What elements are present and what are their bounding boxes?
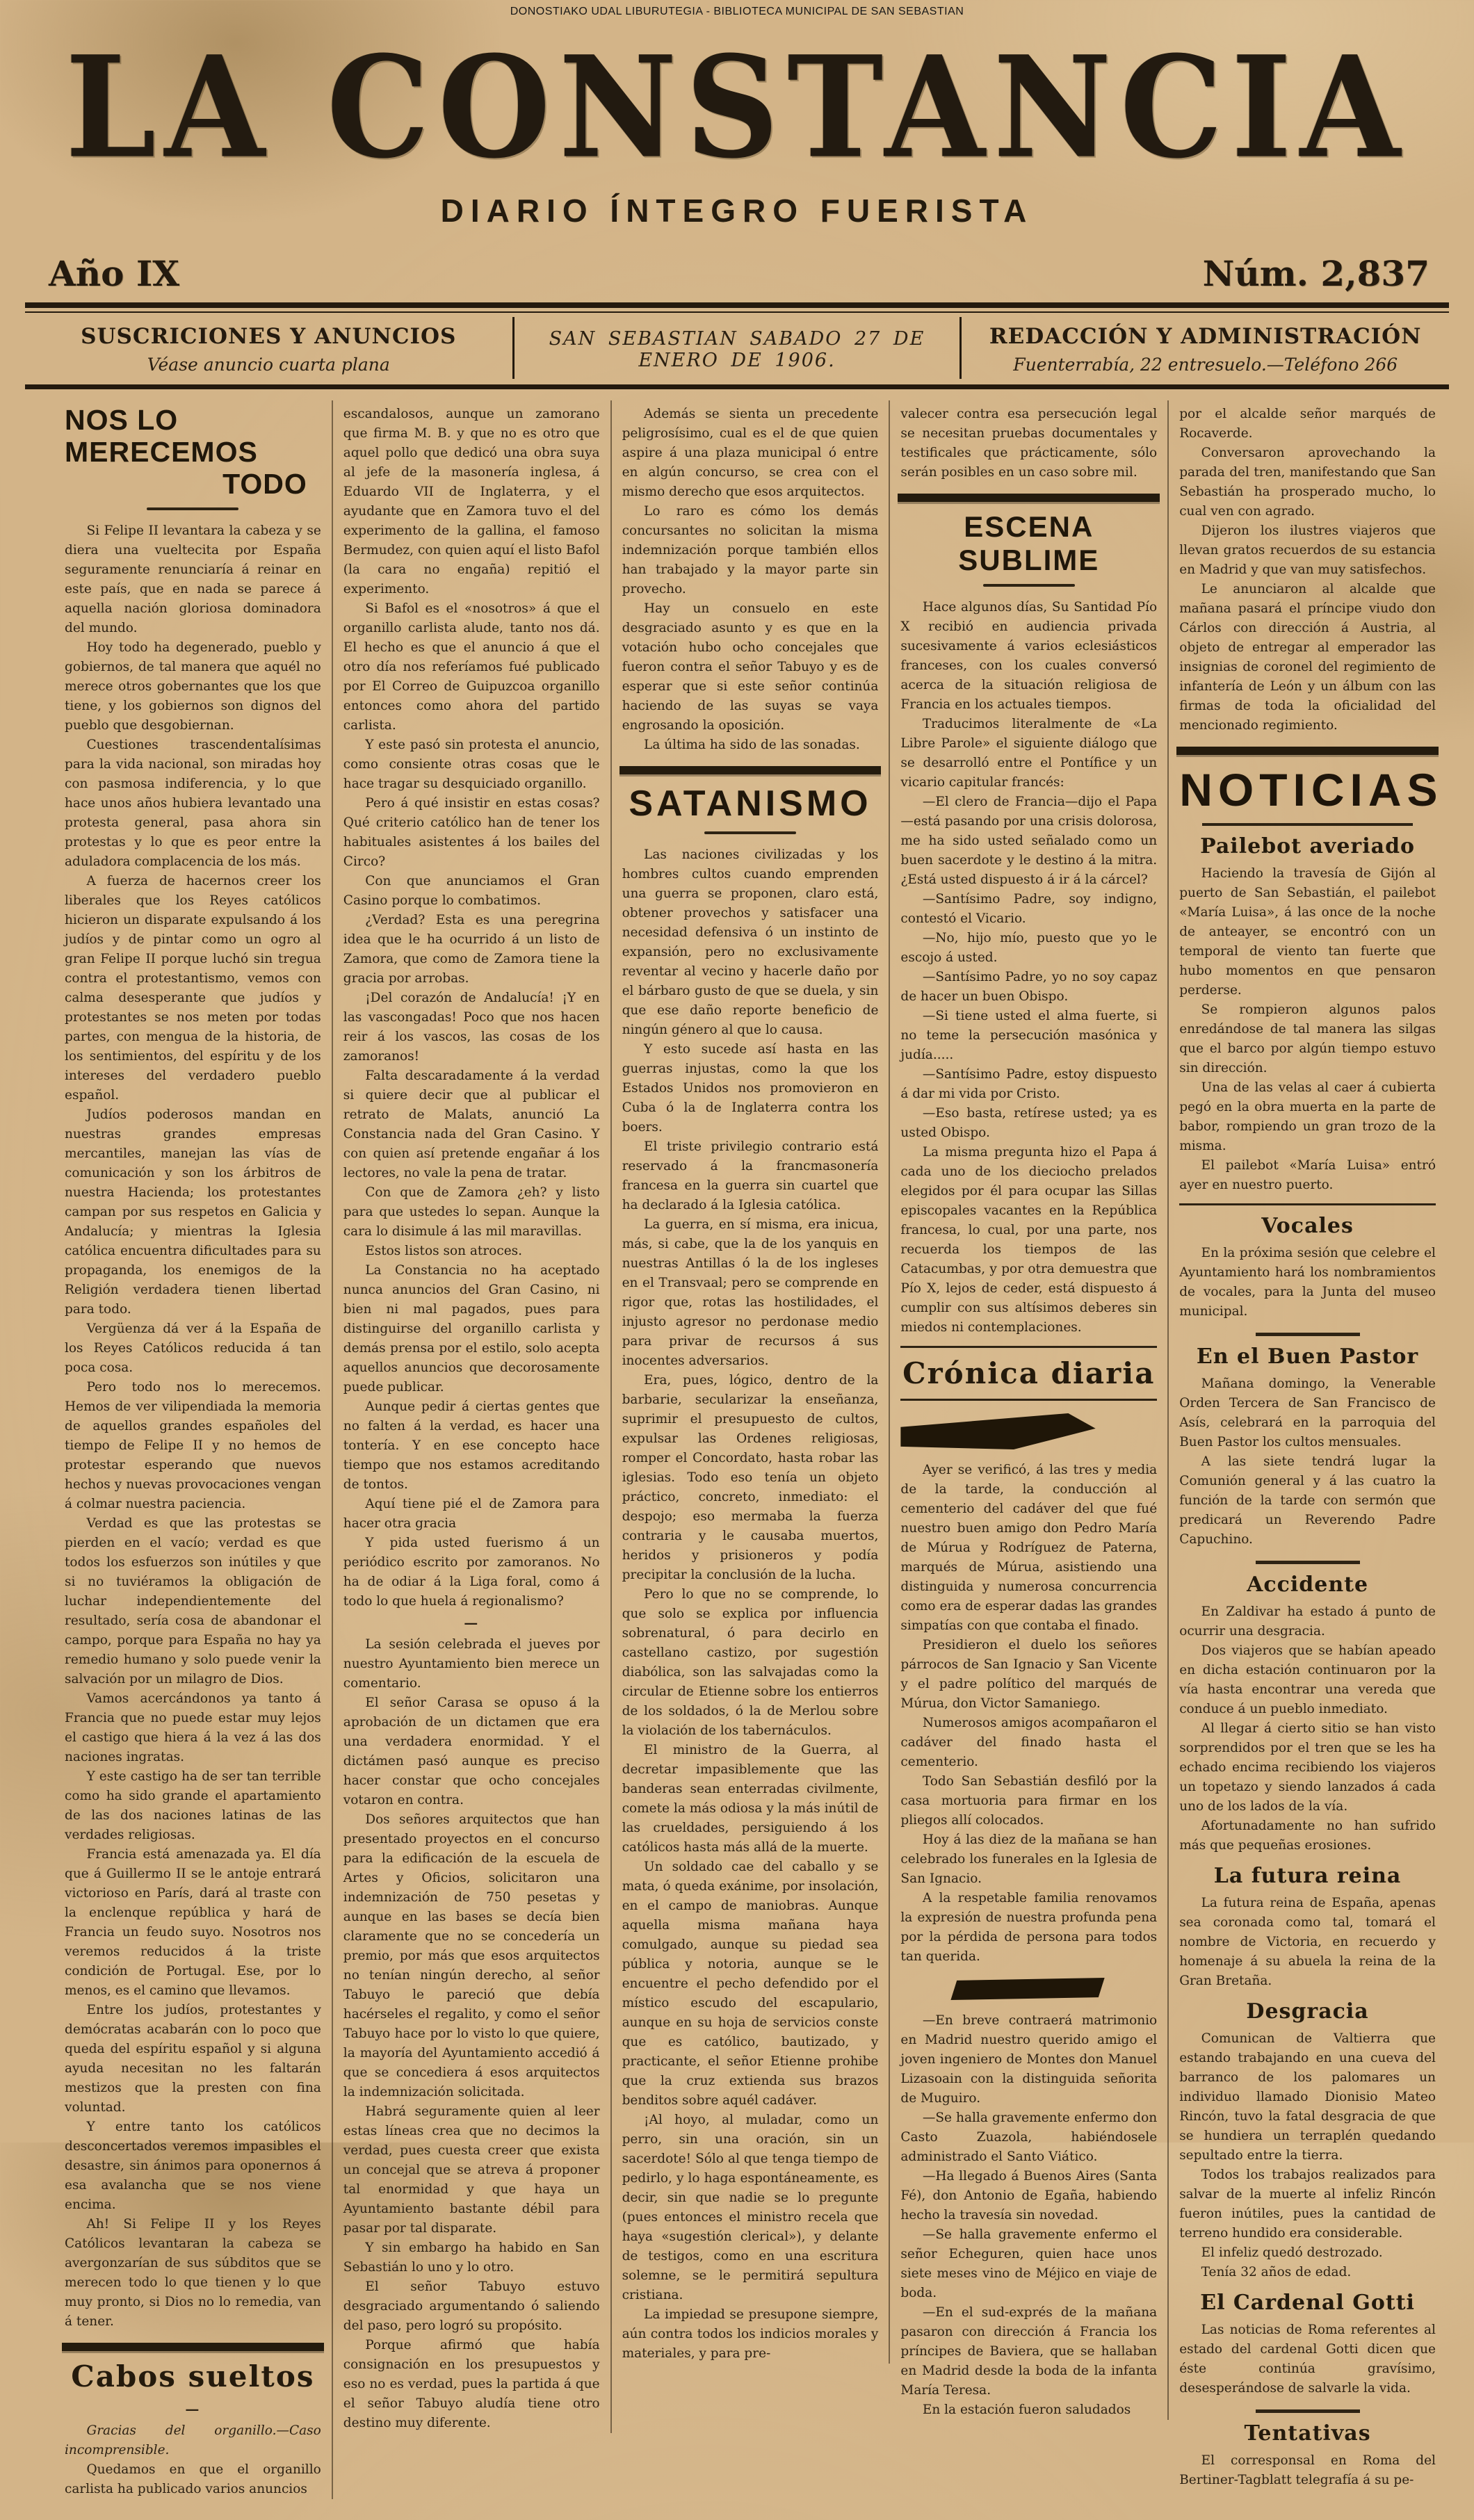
paragraph: Y este pasó sin protesta el anuncio, como consiente otras cosas que le hace tragar su desquiciado organillo. [343, 738, 600, 791]
administration-box [962, 317, 1449, 379]
subscriptions-note: Véase anuncio cuarta plana [147, 355, 390, 375]
paragraph: Vergüenza dá ver á la España de los Reyes Católicos reducida á tan poca cosa. [65, 1321, 321, 1375]
administration-note: Fuenterrabía, 22 entresuelo.—Teléfono 266 [1013, 355, 1398, 375]
paragraph: Quedamos en que el organillo carlista ha publicado varios anuncios [65, 2462, 321, 2496]
paragraph: Comunican de Valtierra que estando trabajando en una cueva del barranco de los palomares un individuo llamado Dionisio Mateo Rincón, tuvo la fatal desgracia de que se hundiera un terraplén quedando sepultado entre la tierra. [1179, 2031, 1436, 2163]
paragraph: A las siete tendrá lugar la Comunión general y á las cuatro la función de la tarde con sermón que predicará un Reverendo Padre Capuchino. [1179, 1454, 1436, 1547]
rule-short [147, 507, 238, 510]
paragraph: Las naciones civilizadas y los hombres cultos cuando emprenden una guerra se proponen, claro está, obtener provechos y satisfacer una necesidad defensiva ó un instinto de expansión, pero no exclusivamente reventar al vecino y hacerle daño por el bárbaro gusto de que se duela, y sin que ese daño reporte beneficio de ningún género al que lo causa. [622, 847, 879, 1037]
paragraph: Conversaron aprovechando la parada del tren, manifestando que San Sebastián ha prosperado mucho, lo cual ven con agrado. [1179, 446, 1436, 519]
paragraph: escandalosos, aunque un zamorano que firma M. B. y que no es otro que aquel pollo que dedicó una obra suya al jefe de la masonería inglesa, á Eduardo VII de Inglaterra, y el ayudante que en Zamora tuvo el del experimento de la gallina, el famoso Bermudez, con quien aquí el listo Bafol (la cara no engaña) repitió el experimento. [343, 407, 600, 596]
paragraph: En Zaldivar ha estado á punto de ocurrir una desgracia. [1179, 1604, 1436, 1639]
paragraph: Cuestiones trascendentalísimas para la vida nacional, son miradas hoy con pasmosa indiferencia, y lo que hace unos años hubiera levantado una protesta general, pasa ahora sin protestas y lo que es peor entre la aduladora complacencia de los más. [65, 737, 321, 869]
column-1 [54, 400, 333, 2499]
subscriptions-title: SUSCRICIONES Y ANUNCIOS [81, 324, 457, 349]
issue-year: Año IX [49, 253, 180, 294]
paragraph: —No, hijo mío, puesto que yo le escojo á usted. [900, 931, 1158, 965]
paragraph: Además se sienta un precedente peligrosísimo, cual es el de que quien aspire á una plaza municipal ó entre en algún concurso, se crea con el mismo derecho que esos arquitectos. [622, 407, 879, 499]
paragraph: Una de las velas al caer á cubierta pegó en la obra muerta en la parte de babor, rompiendo un gran trozo de la misma. [1179, 1080, 1436, 1153]
paragraph: Y sin embargo ha habido en San Sebastián lo uno y lo otro. [343, 2241, 600, 2275]
paragraph: Tenía 32 años de edad. [1201, 2265, 1352, 2279]
paragraph: Francia está amenazada ya. El día que á Guillermo II se le antoje entrará victorioso en París, dará al traste con la enclenque república y hará de Francia un feudo suyo. Nosotros nos veremos reducidos á la triste condición de Portugal. Ese, por lo menos, es el camino que llevamos. [65, 1846, 321, 1998]
paragraph: El corresponsal en Roma del Bertiner-Tagblatt telegrafía á su pe- [1179, 2453, 1436, 2487]
paragraph: La sesión celebrada el jueves por nuestro Ayuntamiento bien merece un comentario. [343, 1637, 600, 1691]
paragraph: Habrá seguramente quien al leer estas líneas crea que no decimos la verdad, pues cuesta creer que exista un concejal que se atreva á proponer tal enormidad y que haya un Ayuntamiento bastante débil para pasar por tal disparate. [343, 2104, 600, 2236]
library-watermark: DONOSTIAKO UDAL LIBURUTEGIA - BIBLIOTECA MUNICIPAL DE SAN SEBASTIAN [510, 6, 964, 17]
paragraph: Ah! Si Felipe II y los Reyes Católicos levantaran la cabeza se avergonzarían de sus súbditos que se merecen todo lo que tienen y lo que muy pronto, si Dios no lo remedia, van á tener. [65, 2216, 321, 2329]
article-title-escena-sublime: ESCENA SUBLIME [958, 510, 1100, 576]
paragraph: Numerosos amigos acompañaron el cadáver del finado hasta el cementerio. [900, 1716, 1158, 1769]
paragraph: Le anunciaron al alcalde que mañana pasará el príncipe viudo don Cárlos con dirección á Austria, al objeto de entregar al emperador las insignias de coronel del regimiento de infantería de León y un álbum con las firmas de toda la oficialidad del mencionado regimiento. [1179, 582, 1436, 733]
paragraph: —Si tiene usted el alma fuerte, si no teme la persecución masónica y judía..... [900, 1009, 1158, 1062]
paragraph: Presidieron el duelo los señores párrocos de San Ignacio y San Vicente y el padre político del marqués de Múrua, don Victor Samaniego. [900, 1638, 1158, 1711]
paragraph: La misma pregunta hizo el Papa á cada uno de los dieciocho prelados elegidos por él para ocupar las Sillas episcopales vacantes en la República francesa, lo cual, por una parte, nos recuerda los tiempos de las Catacumbas, y por otra demuestra que Pío X, lejos de ceder, está dispuesto á cumplir con sus altísimos deberes sin miedos ni contemplaciones. [900, 1145, 1158, 1335]
dateline: SAN SEBASTIAN SABADO 27 DE ENERO DE 1906. [549, 327, 925, 371]
paragraph: Si Bafol es el «nosotros» á que el organillo carlista alude, tanto nos dá. El hecho es que el anuncio á que el otro día nos referíamos fué publicado por El Correo de Guipuzcoa organillo entonces como ahora del partido carlista. [343, 601, 600, 733]
paragraph: Aunque pedir á ciertas gentes que no falten á la verdad, es hacer una tontería. Y en ese concepto hace tiempo que nos estamos acreditando de tontos. [343, 1399, 600, 1492]
paragraph: La última ha sido de las sonadas. [644, 738, 860, 752]
dateline-box [512, 317, 962, 379]
paragraph: El señor Tabuyo estuvo desgraciado argumentando ó saliendo del paso, pero logró su propósito. [343, 2279, 600, 2333]
paragraph: Pero á qué insistir en estas cosas? Qué criterio católico han de tener los habituales asistentes á los bailes del Circo? [343, 796, 600, 869]
paragraph: Y pida usted fuerismo á un periódico escrito por zamoranos. No ha de odiar á la Liga foral, como á todo lo que huela á regionalismo? [343, 1536, 600, 1609]
rule-sub [1256, 1561, 1360, 1564]
paragraph: El señor Carasa se opuso á la aprobación de un dictamen que era una verdadera enormidad. Y el dictámen pasó aunque es preciso hacer constar que ocho concejales votaron en contra. [343, 1696, 600, 1807]
rule-sub [1256, 2409, 1360, 2413]
rule-thick [619, 766, 882, 774]
section-title-cabos-sueltos: Cabos sueltos [71, 2359, 315, 2393]
paragraph: Verdad es que las protestas se pierden en el vacío; verdad es que todos los esfuerzos son inútiles y que si no tuviéramos la obligación de luchar independientemente del resultado, sería cosa de abandonar el campo, porque para España no hay ya remedio humano y solo puede venir la salvación por un milagro de Dios. [65, 1515, 321, 1686]
ink-ornament [950, 1978, 1104, 2000]
paragraph: Hace algunos días, Su Santidad Pío X recibió en audiencia privada sucesivamente á varios eclesiásticos franceses, con los cuales conversó acerca de la situación religiosa de Francia en los actuales tiempos. [900, 600, 1158, 712]
news-title-tentativas: Tentativas [1244, 2421, 1371, 2446]
paragraph: Se rompieron algunos palos enredándose de tal manera las silgas que el barco por algún tiempo estuvo sin dirección. [1179, 1002, 1436, 1075]
divider: — [464, 1614, 480, 1631]
paragraph: A fuerza de hacernos creer los liberales que los Reyes católicos hicieron un disparate expulsando á los judíos y de pintar como un ogro al gran Felipe II porque luchó sin tregua contra el protestantismo, vemos con calma desesperante que judíos y protestantes se nos meten por todas partes, con mengua de la historia, de los sentimientos, del espíritu y de los intereses del verdadero pueblo español. [65, 873, 321, 1103]
paragraph: Ayer se verificó, á las tres y media de la tarde, la conducción al cementerio del cadáver del que fué nuestro buen amigo don Pedro María de Múrua y Rodríguez de Paterna, marqués de Múrua, asistiendo una distinguida y numerosa concurrencia como era de esperar dadas las grandes simpatías con que contaba el finado. [900, 1463, 1158, 1633]
paragraph: Un soldado cae del caballo y se mata, ó queda exánime, por insolación, en el campo de maniobras. Aunque aquella misma mañana haya comulgado, aunque su piedad sea pública y notoria, aunque se le encuentre el pecho defendido por el místico escudo del escapulario, aunque en su hoja de servicios conste que es católico, bautizado, y practicante, el señor Etienne prohibe que la cruz extienda sus brazos benditos sobre aquél cadáver. [622, 1860, 879, 2108]
paragraph: —Ha llegado á Buenos Aires (Santa Fé), don Antonio de Egaña, habiendo hecho la travesía sin novedad. [900, 2169, 1158, 2222]
masthead-title: LA CONSTANCIA [65, 24, 1409, 190]
paragraph: valecer contra esa persecución legal se necesitan pruebas documentales y testificales que prácticamente, sólo serán posibles en un caso sobre mil. [900, 407, 1158, 480]
header-bottom-rule [25, 384, 1449, 389]
paragraph: Haciendo la travesía de Gijón al puerto de San Sebastián, el pailebot «María Luisa», á las once de la noche de anteayer, se encontró con un temporal de viento tan fuerte que hubo momentos en que pensaron perderse. [1179, 866, 1436, 998]
paragraph: Si Felipe II levantara la cabeza y se diera una vueltecita por España seguramente renunciaría á reinar en este país, que en nada se parece á aquella nación gloriosa dominadora del mundo. [65, 523, 321, 635]
paragraph: Las noticias de Roma referentes al estado del cardenal Gotti dicen que éste continúa gravísimo, desesperándose de salvarle la vida. [1179, 2323, 1436, 2396]
paragraph: —En breve contraerá matrimonio en Madrid nuestro querido amigo el joven ingeniero de Montes don Manuel Lizasoain con la distinguida señorita de Muguiro. [900, 2013, 1158, 2106]
paragraph: Dos viajeros que se habían apeado en dicha estación continuaron por la vía hasta encontrar una vereda que conduce á un pueblo inmediato. [1179, 1643, 1436, 1716]
paragraph: Entre los judíos, protestantes y demócratas acabarán con lo poco que queda del espíritu español y si alguna ayuda necesitan no les faltarán mestizos que la presten con fina voluntad. [65, 2002, 321, 2115]
paragraph: Era, pues, lógico, dentro de la barbarie, secularizar la enseñanza, suprimir el presupuesto de cultos, expulsar las Ordenes religiosas, romper el Concordato, hasta robar las iglesias. Todo eso tenía un objeto práctico, concreto, inmediato: el despojo; eso mermaba la fuerza contraria y le causaba muertos, heridos y prisioneros y podía precipitar la conclusión de la lucha. [622, 1373, 879, 1582]
news-title-desgracia: Desgracia [1246, 1999, 1369, 2024]
paragraph: Y entre tanto los católicos desconcertados veremos impasibles el desastre, sin ánimos para oponernos á esa avalancha que se nos viene encima. [65, 2119, 321, 2212]
rule-short [704, 831, 796, 834]
rule-mid [1179, 1203, 1436, 1205]
paragraph: Traducimos literalmente de «La Libre Parole» el siguiente diálogo que se desarrolló entre el Pontífice y un vicario capitular francés: [900, 717, 1158, 790]
column-3 [612, 400, 891, 2364]
column-2 [333, 400, 612, 2433]
paragraph: —Santísimo Padre, yo no soy capaz de hacer un buen Obispo. [900, 970, 1158, 1004]
administration-title: REDACCIÓN Y ADMINISTRACIÓN [989, 324, 1422, 349]
paragraph: El infeliz quedó destrozado. [1201, 2245, 1383, 2260]
paragraph: En la próxima sesión que celebre el Ayuntamiento hará los nombramientos de vocales, para la Junta del museo municipal. [1179, 1246, 1436, 1319]
paragraph: Hay un consuelo en este desgraciado asunto y es que en la votación hubo ocho concejales que fueron contra el señor Tabuyo y es de esperar que si este señor continúa haciendo de las suyas se vaya engrosando la oposición. [622, 601, 879, 733]
paragraph: —Eso basta, retírese usted; ya es usted Obispo. [900, 1106, 1158, 1140]
paragraph: Mañana domingo, la Venerable Orden Tercera de San Francisco de Asís, celebrará en la parroquia del Buen Pastor los cultos mensuales. [1179, 1376, 1436, 1449]
news-title-la-futura-reina: La futura reina [1213, 1864, 1402, 1888]
paragraph: Con que anunciamos el Gran Casino porque lo combatimos. [343, 874, 600, 908]
paragraph: Aquí tiene pié el de Zamora para hacer otra gracia [343, 1497, 600, 1531]
paragraph: —Santísimo Padre, estoy dispuesto á dar mi vida por Cristo. [900, 1067, 1158, 1101]
paragraph: El ministro de la Guerra, al decretar impasiblemente que las banderas sean enterradas civilmente, comete la más odiosa y la más inútil de las crueldades, persiguiendo á los católicos hasta más allá de la muerte. [622, 1743, 879, 1855]
paragraph: Hoy á las diez de la mañana se han celebrado los funerales en la Iglesia de San Ignacio. [900, 1832, 1158, 1886]
divider: — [185, 2400, 201, 2417]
paragraph: ¡Al hoyo, al muladar, como un perro, sin una oración, sin un sacerdote! Sólo al que tenga tiempo de pedirlo, y lo haga espontáneamente, es decir, sin que nadie se lo pregunte (pues entonces el ministro recela que haya «sugestión clerical»), y delante de testigos, como en una escritura solemne, se le permitirá sepultura cristiana. [622, 2113, 879, 2302]
paragraph: Y esto sucede así hasta en las guerras injustas, como la que los Estados Unidos nos promovieron en Cuba ó la de Inglaterra contra los boers. [622, 1042, 879, 1135]
paragraph: Gracias del organillo.—Caso incomprensible. [65, 2423, 321, 2457]
paragraph: Todo San Sebastián desfiló por la casa mortuoria para firmar en los pliegos allí colocados. [900, 1774, 1158, 1828]
section-title-noticias: NOTICIAS [1179, 764, 1443, 815]
paragraph: Dos señores arquitectos que han presentado proyectos en el concurso para la edificación de la escuela de Artes y Oficios, solicitaron una indemnización de 750 pesetas y aunque en las bases se decía bien claramente que no se concedería un premio, por más que esos arquitectos no tenían ningún derecho, al señor Tabuyo le pareció que debía hacérseles el regalito, y como el señor Tabuyo hace por lo visto lo que quiere, la mayoría del Ayuntamiento accedió á que se concediera á esos arquitectos la indemnización solicitada. [343, 1812, 600, 2099]
paragraph: —El clero de Francia—dijo el Papa—está pasando por una crisis dolorosa, me ha sido usted señalado como un buen sacerdote y le destino á la mitra. ¿Está usted dispuesto á ir á la cárcel? [900, 795, 1158, 887]
paragraph: Y este castigo ha de ser tan terrible como ha sido grande el apartamiento de las dos naciones latinas de las verdades religiosas. [65, 1769, 321, 1842]
subscriptions-box [25, 317, 512, 379]
info-row [25, 317, 1449, 379]
paragraph: La futura reina de España, apenas sea coronada como tal, tomará el nombre de Victoria, en recuerdo y homenaje á su abuela la reina de la Gran Bretaña. [1179, 1896, 1436, 1988]
masthead-subtitle: DIARIO ÍNTEGRO FUERISTA [440, 193, 1034, 229]
paragraph: Estos listos son atroces. [365, 1244, 523, 1258]
news-title-pailebot-averiado: Pailebot averiado [1200, 834, 1416, 859]
paragraph: La impiedad se presupone siempre, aún contra todos los indicios morales y materiales, y para pre- [622, 2307, 879, 2361]
paragraph: Falta descaradamente á la verdad si quiere decir que al publicar el retrato de Malats, anunció La Constancia nada del Gran Casino. Y con quien así pretende engañar á los lectores, no vale la pena de tratar. [343, 1068, 600, 1180]
section-title-cronica-diaria: Crónica diaria [902, 1356, 1156, 1390]
paragraph: Pero lo que no se comprende, lo que solo se explica por influencia sobrenatural, ó para decirlo en castellano castizo, por sugestión diabólica, son las salvajadas como la circular de Etienne sobre los entierros de los soldados, ó la de Merlou sobre la violación de los tabernáculos. [622, 1587, 879, 1738]
rule-mid [900, 1346, 1157, 1348]
paragraph: Con que de Zamora ¿eh? y listo para que ustedes lo sepan. Aunque la cara lo disimule á las mil maravillas. [343, 1185, 600, 1239]
paragraph: Dijeron los ilustres viajeros que llevan gratos recuerdos de su estancia en Madrid y que van muy satisfechos. [1179, 523, 1436, 577]
news-title-accidente: Accidente [1247, 1572, 1369, 1597]
news-title-vocales: Vocales [1261, 1214, 1354, 1238]
news-title-el-cardenal-gotti: El Cardenal Gotti [1200, 2291, 1415, 2315]
paragraph: La Constancia no ha aceptado nunca anuncios del Gran Casino, ni bien ni mal pagados, pues para distinguirse del organillo carlista y demás prensa por el estilo, solo acepta aquellos anuncios que decorosamente puede publicar. [343, 1263, 600, 1395]
rule-thick [1176, 747, 1439, 755]
paragraph: Lo raro es cómo los demás concursantes no solicitan la misma indemnización porque también ellos han trabajado y la mayor parte sin provecho. [622, 504, 879, 596]
paragraph: por el alcalde señor marqués de Rocaverde. [1179, 407, 1436, 441]
columns-container [0, 389, 1474, 2520]
article-title-nos-lo-merecemos: NOS LO MERECEMOS TODO [65, 404, 307, 500]
column-4 [890, 400, 1169, 2420]
double-rule [25, 302, 1449, 313]
paragraph: Pero todo nos lo merecemos. Hemos de ver vilipendiada la memoria de aquellos grandes españoles del tiempo de Felipe II y no hemos de protestar esperando que nuevos hechos y nuevas provocaciones vengan á colmar nuestra paciencia. [65, 1379, 321, 1511]
rule-mid-short [1202, 823, 1412, 826]
paragraph: En la estación fueron saludados [922, 2403, 1131, 2417]
paragraph: Vamos acercándonos ya tanto á Francia que no puede estar muy lejos el castigo que hiera á la vez á las dos naciones ingratas. [65, 1691, 321, 1764]
news-title-en-el-buen-pastor: En el Buen Pastor [1196, 1344, 1419, 1369]
paragraph: —Se halla gravemente enfermo el señor Echeguren, quien hace unos siete meses vino de Méjico en viaje de boda. [900, 2227, 1158, 2300]
paragraph: Hoy todo ha degenerado, pueblo y gobiernos, de tal manera que aquél no merece otros gobernantes que los que tiene, y los gobiernos son dignos del pueblo que desgobiernan. [65, 640, 321, 733]
rule-mid [900, 1399, 1157, 1401]
article-title-satanismo: SATANISMO [629, 783, 872, 824]
paragraph: Porque afirmó que había consignación en los presupuestos y eso no es verdad, pues la partida á que el señor Tabuyo aludía tiene otro destino muy diferente. [343, 2338, 600, 2430]
paragraph: Todos los trabajos realizados para salvar de la muerte al infeliz Rincón fueron inútiles, pues la cantidad de terreno hundido era considerable. [1179, 2168, 1436, 2241]
issue-row [0, 229, 1474, 298]
paragraph: —Se halla gravemente enfermo don Casto Zuazola, habiéndosele administrado el Santo Viático. [900, 2111, 1158, 2164]
rule-sub [1256, 1333, 1360, 1336]
paragraph: El pailebot «María Luisa» entró ayer en nuestro puerto. [1179, 1158, 1436, 1192]
paragraph: Afortunadamente no han sufrido más que pequeñas erosiones. [1179, 1819, 1436, 1853]
paragraph: El triste privilegio contrario está reservado á la francmasonería francesa en la guerra sin cuartel que ha declarado á la Iglesia católica. [622, 1139, 879, 1212]
issue-number: Núm. 2,837 [1202, 253, 1430, 294]
paragraph: ¡Del corazón de Andalucía! ¡Y en las vascongadas! Poco que nos hacen reir á los vascos, las cosas de los zamoranos! [343, 991, 600, 1064]
paragraph: Judíos poderosos mandan en nuestras grandes empresas mercantiles, manejan las vías de comunicación y son los árbitros de nuestra Hacienda; los protestantes campan por sus respetos en Galicia y Andalucía; y mientras la Iglesia católica encuentra dificultades para su propaganda, los enemigos de la Religión verdadera tienen libertad para todo. [65, 1107, 321, 1317]
column-5 [1169, 400, 1446, 2490]
paragraph: —En el sud-exprés de la mañana pasaron con dirección á Francia los príncipes de Baviera, que se hallaban en Madrid desde la boda de la infanta María Teresa. [900, 2305, 1158, 2398]
rule-thick [62, 2343, 324, 2351]
paragraph: Al llegar á cierto sitio se han visto sorprendidos por el tren que se les ha echado encima recibiendo los viajeros un topetazo y siendo lanzados á cada uno de los lados de la vía. [1179, 1721, 1436, 1814]
paragraph: —Santísimo Padre, soy indigno, contestó el Vicario. [900, 892, 1158, 926]
rule-short [983, 584, 1075, 587]
ink-ornament [900, 1413, 1095, 1449]
rule-thick [898, 494, 1160, 502]
paragraph: La guerra, en sí misma, era inicua, más, si cabe, que la de los yanquis en nuestras Antillas ó la de los ingleses en el Transvaal; pero se comprende en rigor que, rotas las hostilidades, el injusto agresor no perdonase medio para privar de recursos á sus inocentes adversarios. [622, 1217, 879, 1368]
paragraph: A la respetable familia renovamos la expresión de nuestra profunda pena por la pérdida de persona para todos tan querida. [900, 1891, 1158, 1964]
paragraph: ¿Verdad? Esta es una peregrina idea que le ha ocurrido á un listo de Zamora, que como de Zamora tiene la gracia por arrobas. [343, 913, 600, 986]
